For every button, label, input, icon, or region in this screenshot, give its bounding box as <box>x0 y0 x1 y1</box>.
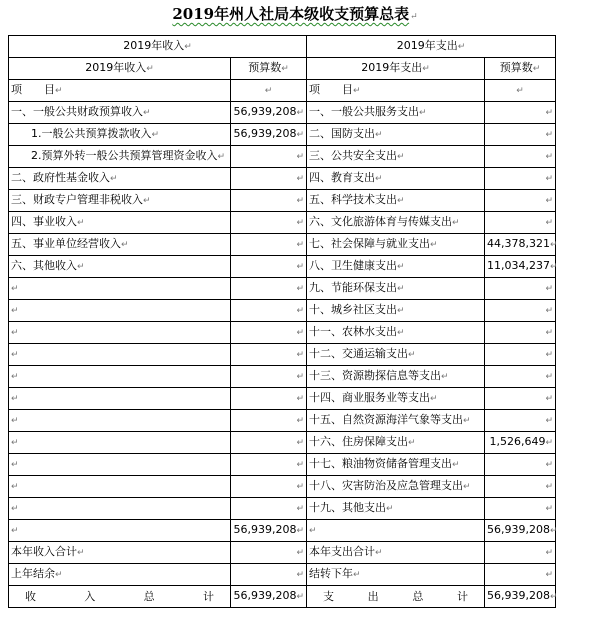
income-column-header: 2019年收入↵ <box>9 58 231 80</box>
table-row <box>9 432 556 454</box>
income-item-cell: 三、财政专户管理非税收入↵ <box>9 190 231 212</box>
paragraph-mark-icon: ↵ <box>410 12 418 22</box>
income-item-header: 项 目↵ <box>9 80 231 102</box>
expense-item-cell: 五、科学技术支出↵ <box>307 190 485 212</box>
expense-item-cell: 十四、商业服务业等支出↵ <box>307 388 485 410</box>
income-item-cell: 一、一般公共财政预算收入↵ <box>9 102 231 124</box>
table-row <box>9 344 556 366</box>
expense-item-cell: 结转下年↵ <box>307 564 485 586</box>
table-row <box>9 476 556 498</box>
expense-item-cell: ↵ <box>307 520 485 542</box>
table-row <box>9 278 556 300</box>
table-row <box>9 388 556 410</box>
expense-budget-cell: ↵ <box>485 476 556 498</box>
income-budget-header: 预算数↵ <box>231 58 307 80</box>
expense-group-header: 2019年支出↵ <box>307 36 556 58</box>
income-item-cell: 1.一般公共预算拨款收入↵ <box>9 124 231 146</box>
title-text: 2019年州人社局本级收支预算总表 <box>172 5 410 23</box>
income-budget-cell: ↵ <box>231 212 307 234</box>
income-item-cell: 二、政府性基金收入↵ <box>9 168 231 190</box>
column-header-row <box>9 58 556 80</box>
expense-budget-cell: 1,526,649↵ <box>485 432 556 454</box>
expense-budget-cell: 56,939,208↵ <box>485 520 556 542</box>
income-item-cell: 六、其他收入↵ <box>9 256 231 278</box>
expense-item-cell: 七、社会保障与就业支出↵ <box>307 234 485 256</box>
expense-item-cell: 八、卫生健康支出↵ <box>307 256 485 278</box>
income-budget-cell: ↵ <box>231 278 307 300</box>
expense-item-cell: 四、教育支出↵ <box>307 168 485 190</box>
income-budget-cell: ↵ <box>231 168 307 190</box>
expense-budget-cell: ↵ <box>485 344 556 366</box>
expense-budget-cell: 44,378,321↵ <box>485 234 556 256</box>
income-item-cell: 五、事业单位经营收入↵ <box>9 234 231 256</box>
expense-budget-cell: ↵ <box>485 322 556 344</box>
expense-budget-cell: 11,034,237↵ <box>485 256 556 278</box>
income-budget-cell: 56,939,208↵ <box>231 102 307 124</box>
income-budget-cell: ↵ <box>231 454 307 476</box>
income-item-cell: ↵ <box>9 388 231 410</box>
expense-item-cell: 十五、自然资源海洋气象等支出↵ <box>307 410 485 432</box>
income-item-header-value: ↵ <box>231 80 307 102</box>
expense-item-cell: 六、文化旅游体育与传媒支出↵ <box>307 212 485 234</box>
income-budget-cell: ↵ <box>231 256 307 278</box>
income-item-cell: 2.预算外转一般公共预算管理资金收入↵ <box>9 146 231 168</box>
table-row <box>9 454 556 476</box>
expense-item-cell: 一、一般公共服务支出↵ <box>307 102 485 124</box>
income-item-cell: ↵ <box>9 498 231 520</box>
expense-total-label: 支 出 总 计 <box>307 586 485 608</box>
income-budget-cell: ↵ <box>231 432 307 454</box>
income-budget-cell: ↵ <box>231 190 307 212</box>
income-budget-cell: ↵ <box>231 146 307 168</box>
table-row <box>9 256 556 278</box>
income-total-label: 收 入 总 计 <box>9 586 231 608</box>
table-row <box>9 498 556 520</box>
expense-budget-cell: ↵ <box>485 168 556 190</box>
table-row <box>9 322 556 344</box>
expense-item-cell: 十二、交通运输支出↵ <box>307 344 485 366</box>
table-row <box>9 168 556 190</box>
expense-item-cell: 十一、农林水支出↵ <box>307 322 485 344</box>
table-row <box>9 564 556 586</box>
expense-budget-header: 预算数↵ <box>485 58 556 80</box>
expense-item-cell: 十八、灾害防治及应急管理支出↵ <box>307 476 485 498</box>
income-budget-cell: ↵ <box>231 564 307 586</box>
expense-item-cell: 十三、资源勘探信息等支出↵ <box>307 366 485 388</box>
expense-budget-cell: ↵ <box>485 124 556 146</box>
expense-budget-cell: ↵ <box>485 388 556 410</box>
expense-budget-cell: ↵ <box>485 410 556 432</box>
income-budget-cell: ↵ <box>231 234 307 256</box>
expense-item-cell: 十、城乡社区支出↵ <box>307 300 485 322</box>
income-item-cell: ↵ <box>9 278 231 300</box>
income-budget-cell: ↵ <box>231 388 307 410</box>
income-budget-cell: ↵ <box>231 498 307 520</box>
table-row <box>9 124 556 146</box>
income-budget-cell: 56,939,208↵ <box>231 520 307 542</box>
expense-item-cell: 十九、其他支出↵ <box>307 498 485 520</box>
expense-item-cell: 十六、住房保障支出↵ <box>307 432 485 454</box>
expense-item-cell: 二、国防支出↵ <box>307 124 485 146</box>
page-title <box>0 4 590 27</box>
income-item-cell: ↵ <box>9 432 231 454</box>
expense-item-cell: 九、节能环保支出↵ <box>307 278 485 300</box>
table-row <box>9 300 556 322</box>
income-budget-cell: ↵ <box>231 366 307 388</box>
income-total-value: 56,939,208↵ <box>231 586 307 608</box>
income-item-cell: 本年收入合计↵ <box>9 542 231 564</box>
income-budget-cell: ↵ <box>231 542 307 564</box>
income-item-cell: ↵ <box>9 366 231 388</box>
income-item-cell: ↵ <box>9 300 231 322</box>
income-budget-cell: 56,939,208↵ <box>231 124 307 146</box>
table-row <box>9 234 556 256</box>
income-item-cell: ↵ <box>9 344 231 366</box>
expense-budget-cell: ↵ <box>485 102 556 124</box>
table-row <box>9 520 556 542</box>
expense-budget-cell: ↵ <box>485 454 556 476</box>
expense-column-header: 2019年支出↵ <box>307 58 485 80</box>
expense-budget-cell: ↵ <box>485 190 556 212</box>
expense-budget-cell: ↵ <box>485 278 556 300</box>
item-header-row <box>9 80 556 102</box>
income-item-cell: 上年结余↵ <box>9 564 231 586</box>
expense-budget-cell: ↵ <box>485 542 556 564</box>
group-header-row <box>9 36 556 58</box>
table-row <box>9 410 556 432</box>
expense-budget-cell: ↵ <box>485 212 556 234</box>
expense-budget-cell: ↵ <box>485 146 556 168</box>
income-budget-cell: ↵ <box>231 344 307 366</box>
table-row <box>9 542 556 564</box>
income-budget-cell: ↵ <box>231 476 307 498</box>
income-item-cell: ↵ <box>9 322 231 344</box>
expense-total-value: 56,939,208↵ <box>485 586 556 608</box>
table-row <box>9 102 556 124</box>
expense-item-header-value: ↵ <box>485 80 556 102</box>
expense-budget-cell: ↵ <box>485 564 556 586</box>
expense-item-cell: 三、公共安全支出↵ <box>307 146 485 168</box>
expense-item-header: 项 目↵ <box>307 80 485 102</box>
table-row <box>9 146 556 168</box>
income-budget-cell: ↵ <box>231 322 307 344</box>
table-row <box>9 190 556 212</box>
income-item-cell: ↵ <box>9 410 231 432</box>
expense-budget-cell: ↵ <box>485 498 556 520</box>
table-row <box>9 212 556 234</box>
income-budget-cell: ↵ <box>231 410 307 432</box>
table-row <box>9 366 556 388</box>
budget-table <box>8 35 556 608</box>
expense-item-cell: 十七、粮油物资储备管理支出↵ <box>307 454 485 476</box>
totals-row <box>9 586 556 608</box>
expense-budget-cell: ↵ <box>485 366 556 388</box>
income-budget-cell: ↵ <box>231 300 307 322</box>
expense-budget-cell: ↵ <box>485 300 556 322</box>
income-item-cell: 四、事业收入↵ <box>9 212 231 234</box>
income-group-header: 2019年收入↵ <box>9 36 307 58</box>
income-item-cell: ↵ <box>9 454 231 476</box>
income-item-cell: ↵ <box>9 476 231 498</box>
income-item-cell: ↵ <box>9 520 231 542</box>
expense-item-cell: 本年支出合计↵ <box>307 542 485 564</box>
